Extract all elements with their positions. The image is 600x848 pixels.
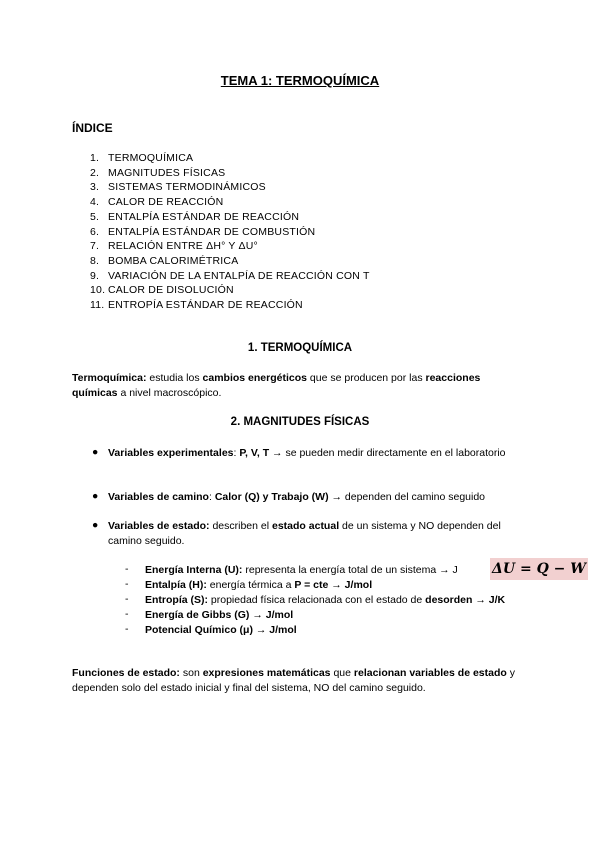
term-termoquimica: Termoquímica: <box>72 372 147 384</box>
section2-heading: 2. MAGNITUDES FÍSICAS <box>230 416 370 428</box>
bold-text: Funciones de estado: <box>72 667 180 679</box>
toc-item <box>90 254 370 269</box>
toc-number: 4. <box>90 196 100 209</box>
toc-item <box>90 239 370 254</box>
toc-number: 5. <box>90 210 100 223</box>
table-of-contents <box>90 151 370 313</box>
bold-text: Potencial Químico (μ) → J/mol <box>145 624 297 636</box>
toc-label: RELACIÓN ENTRE ΔH° Y ΔU° <box>108 240 258 253</box>
toc-item <box>90 151 370 166</box>
state-item-gibbs <box>145 608 293 623</box>
toc-label: ENTALPÍA ESTÁNDAR DE REACCIÓN <box>108 210 300 223</box>
toc-item <box>90 269 370 284</box>
bullet-icon: ● <box>92 519 99 531</box>
toc-label: MAGNITUDES FÍSICAS <box>108 166 226 179</box>
state-item-energia-interna <box>145 563 458 578</box>
text: → dependen del camino seguido <box>328 491 486 503</box>
toc-number: 6. <box>90 225 100 238</box>
bold-text: relacionan variables de estado <box>353 667 507 679</box>
toc-item <box>90 298 370 313</box>
text: describen el <box>209 520 272 532</box>
text: y dependen solo del estado inicial y final del sistema, NO del camino seguido. <box>72 667 515 694</box>
bullet-variables-estado <box>108 519 528 549</box>
toc-number: 7. <box>90 240 100 253</box>
funciones-paragraph <box>72 666 522 696</box>
bold-text: Energía Interna (U): <box>145 564 243 576</box>
toc-label: BOMBA CALORIMÉTRICA <box>108 254 239 267</box>
text: : <box>233 447 240 459</box>
bullet-icon: ● <box>92 490 99 502</box>
first-law-formula: ΔU = Q − W <box>490 558 588 580</box>
bullet-variables-experimentales <box>108 446 528 461</box>
toc-item <box>90 283 370 298</box>
bold-text: reacciones químicas <box>72 372 481 399</box>
bold-text: Entalpía (H): <box>145 579 207 591</box>
text: representa la energía total de un sistema → J <box>242 564 458 576</box>
toc-item <box>90 180 370 195</box>
bold-text: cambios energéticos <box>202 372 307 384</box>
bold-text: Energía de Gibbs (G) → J/mol <box>145 609 294 621</box>
index-heading: ÍNDICE <box>72 121 113 135</box>
section1-paragraph <box>72 371 522 401</box>
toc-number: 1. <box>90 152 100 164</box>
text: a nivel macroscópico. <box>117 387 222 399</box>
bold-text: Entropía (S): <box>145 594 208 606</box>
text: estudia los <box>146 372 203 384</box>
text: que <box>330 667 354 679</box>
bold-text: Variables experimentales <box>108 447 234 459</box>
toc-number: 10. <box>90 284 106 297</box>
bold-text: expresiones matemáticas <box>202 667 331 679</box>
toc-number: 2. <box>90 166 100 179</box>
toc-item <box>90 195 370 210</box>
dash-marker: - <box>125 593 129 605</box>
text: : <box>208 491 215 503</box>
dash-marker: - <box>125 578 129 590</box>
toc-number: 3. <box>90 181 100 194</box>
toc-label: VARIACIÓN DE LA ENTALPÍA DE REACCIÓN CON T <box>108 269 370 282</box>
toc-label: ENTALPÍA ESTÁNDAR DE COMBUSTIÓN <box>108 225 316 238</box>
toc-label: CALOR DE REACCIÓN <box>108 196 224 209</box>
text: → se pueden medir directamente en el laboratorio <box>269 447 506 459</box>
page-title: TEMA 1: TERMOQUÍMICA <box>220 73 380 88</box>
text: que se producen por las <box>307 372 426 384</box>
bullet-variables-camino <box>108 490 528 505</box>
toc-item <box>90 225 370 240</box>
bold-text: Variables de camino <box>108 491 209 503</box>
dash-marker: - <box>125 623 129 635</box>
toc-label: CALOR DE DISOLUCIÓN <box>108 284 234 297</box>
state-item-entalpia <box>145 578 372 593</box>
dash-marker: - <box>125 608 129 620</box>
bold-text: estado actual <box>272 520 340 532</box>
bold-text: P = cte → J/mol <box>294 579 373 591</box>
dash-marker: - <box>125 563 129 575</box>
toc-number: 11. <box>90 299 105 312</box>
bullet-icon: ● <box>92 446 99 458</box>
state-item-entropia <box>145 593 505 608</box>
bold-text: P, V, T <box>239 447 270 459</box>
text: son <box>179 667 203 679</box>
bold-text: Variables de estado: <box>108 520 210 532</box>
toc-label: ENTROPÍA ESTÁNDAR DE REACCIÓN <box>108 299 303 312</box>
toc-label: SISTEMAS TERMODINÁMICOS <box>108 181 266 194</box>
toc-number: 8. <box>90 254 100 267</box>
toc-number: 9. <box>90 269 100 282</box>
text: propiedad física relacionada con el estado de <box>208 594 426 606</box>
text: de un sistema y NO dependen del camino seguido. <box>108 520 501 547</box>
toc-label: TERMOQUÍMICA <box>108 152 194 164</box>
bold-text: desorden → J/K <box>425 594 506 606</box>
text: energía térmica a <box>206 579 295 591</box>
toc-item <box>90 210 370 225</box>
toc-item <box>90 166 370 181</box>
bold-text: Calor (Q) y Trabajo (W) <box>214 491 329 503</box>
section1-heading: 1. TERMOQUÍMICA <box>247 342 353 354</box>
state-item-potencial-quimico <box>145 623 297 638</box>
